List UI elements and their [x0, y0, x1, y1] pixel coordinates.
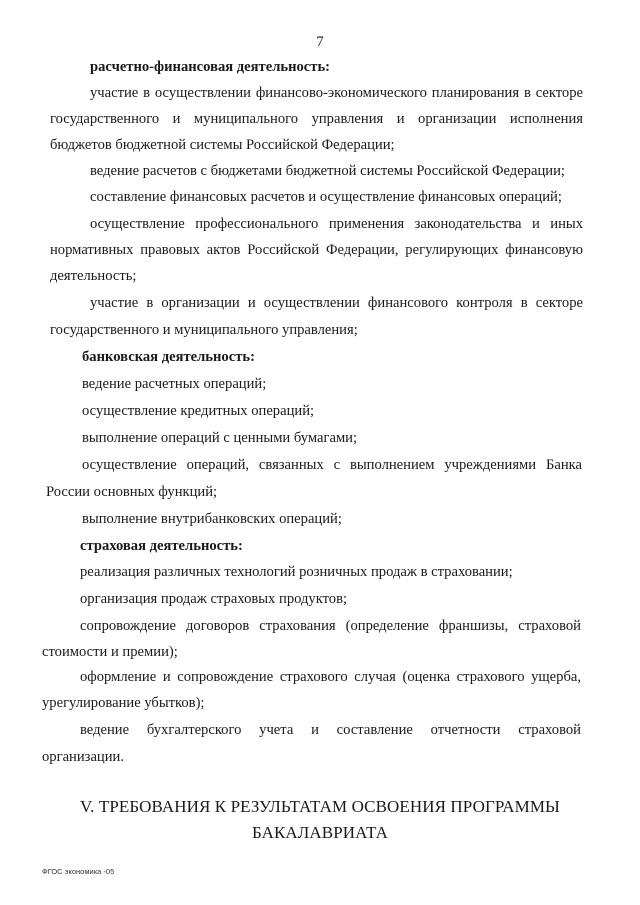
text-line: составление финансовых расчетов и осуществление финансовых операций;	[90, 189, 562, 205]
text-line: ведение расчетных операций;	[82, 376, 267, 392]
text-line: организации.	[42, 749, 124, 765]
text-line: осуществление операций, связанных с выполнением учреждениями Банка	[82, 457, 582, 473]
text-line: осуществление кредитных операций;	[82, 403, 315, 419]
text-line: участие в организации и осуществлении финансового контроля в секторе	[90, 295, 583, 311]
text-line: сопровождение договоров страхования (определение франшизы, страховой	[80, 618, 581, 634]
text-line: России основных функций;	[46, 484, 218, 500]
text-line: нормативных правовых актов Российской Федерации, регулирующих финансовую	[50, 242, 583, 258]
heading-insurance: страховая деятельность:	[80, 538, 243, 554]
text-line: реализация различных технологий розничных продаж в страховании;	[80, 564, 513, 580]
text-line: стоимости и премии);	[42, 644, 178, 660]
text-line: ведение бухгалтерского учета и составление отчетности страховой	[80, 722, 581, 738]
section-title-line-2: БАКАЛАВРИАТА	[251, 823, 389, 842]
text-line: оформление и сопровождение страхового случая (оценка страхового ущерба,	[80, 669, 581, 685]
text-line: организация продаж страховых продуктов;	[80, 591, 348, 607]
page-number: 7	[316, 34, 324, 50]
text-line: государственного и муниципального управления и организации исполнения	[50, 111, 583, 127]
text-line: бюджетов бюджетной системы Российской Федерации;	[50, 137, 395, 153]
text-line: ведение расчетов с бюджетами бюджетной системы Российской Федерации;	[90, 163, 565, 179]
heading-financial: расчетно-финансовая деятельность:	[90, 59, 331, 75]
text-line: участие в осуществлении финансово-экономического планирования в секторе	[90, 85, 583, 101]
footer-label: ФГОС экономика -05	[42, 867, 115, 876]
text-line: государственного и муниципального управления;	[50, 322, 358, 338]
text-line: выполнение внутрибанковских операций;	[82, 511, 342, 527]
text-line: выполнение операций с ценными бумагами;	[82, 430, 358, 446]
text-line: осуществление профессионального применения законодательства и иных	[90, 216, 583, 232]
text-line: урегулирование убытков);	[42, 695, 205, 711]
heading-banking: банковская деятельность:	[82, 349, 255, 365]
text-line: деятельность;	[50, 268, 137, 284]
section-title-line-1: V. ТРЕБОВАНИЯ К РЕЗУЛЬТАТАМ ОСВОЕНИЯ ПРОГРАММЫ	[79, 797, 560, 816]
